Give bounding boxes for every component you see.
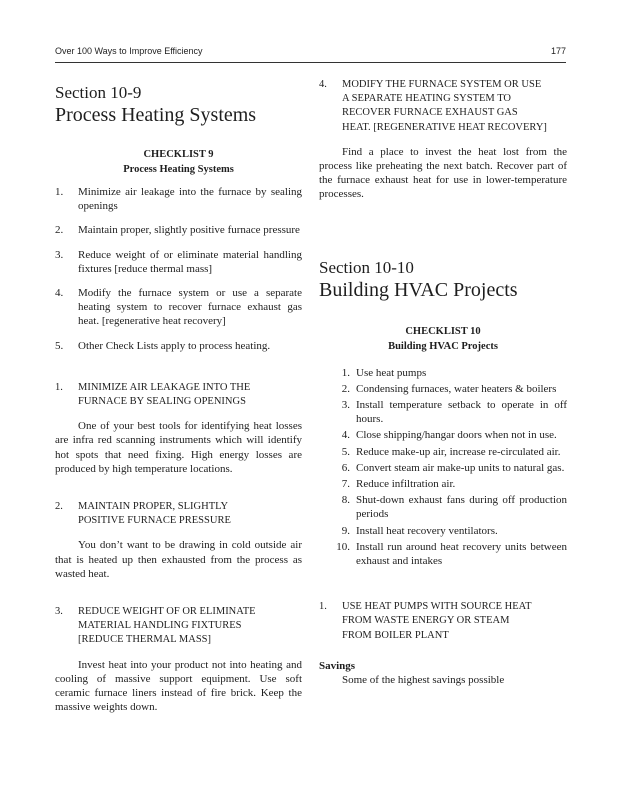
heading-line: A SEPARATE HEATING SYSTEM TO — [342, 93, 511, 105]
item-text: Install run around heat recovery units between exhaust and intakes — [356, 540, 567, 568]
item-number: 9. — [341, 524, 350, 537]
savings-text: Some of the highest savings possible — [342, 674, 505, 687]
item-number: 1. — [341, 366, 350, 379]
list-item — [319, 428, 567, 442]
heading-line: HEAT. [REGENERATIVE HEAT RECOVERY] — [342, 121, 547, 133]
subsection-heading — [319, 600, 567, 643]
list-item — [319, 398, 567, 426]
subsection-heading — [55, 605, 302, 648]
body-paragraph: Find a place to invest the heat lost from the process like preheating the next batch. Recover part of the furnace exhaust heat for use in lower-temperature processes. — [319, 145, 567, 201]
checklist — [319, 366, 567, 569]
item-number: 7. — [341, 478, 350, 491]
body-paragraph: One of your best tools for identifying heat losses are infra red scanning instruments which will identify hot spots that need fixing. High energy losses are produced by high temperature locations. — [55, 420, 302, 475]
section-number: Section 10-10 — [319, 257, 414, 277]
subsection-number: 1. — [319, 601, 327, 613]
item-text: Shut-down exhaust fans during off production periods — [356, 494, 567, 521]
item-text: Reduce make-up air, increase re-circulated air. — [356, 445, 561, 458]
subsection-heading — [55, 500, 302, 528]
item-number: 5. — [55, 339, 64, 352]
subsection-heading — [55, 381, 302, 409]
section-number: Section 10-9 — [55, 83, 142, 102]
item-number: 2. — [55, 224, 64, 237]
item-text: Minimize air leakage into the furnace by sealing openings — [78, 186, 302, 213]
heading-line: MAINTAIN PROPER, SLIGHTLY — [78, 501, 229, 513]
list-item — [55, 223, 302, 237]
subsection-number: 1. — [55, 381, 63, 393]
savings-label: Savings — [319, 659, 356, 672]
list-item — [319, 477, 567, 491]
item-text: Use heat pumps — [356, 366, 427, 379]
item-text: Condensing furnaces, water heaters & boilers — [356, 382, 557, 395]
list-item — [55, 339, 302, 353]
item-text: Convert steam air make-up units to natural gas. — [356, 461, 565, 474]
item-number: 5. — [341, 445, 350, 458]
heading-line: MATERIAL HANDLING FIXTURES — [78, 620, 242, 632]
list-item — [55, 286, 302, 329]
heading-line: REDUCE WEIGHT OF OR ELIMINATE — [78, 606, 256, 618]
list-item — [319, 493, 567, 521]
item-text: Reduce infiltration air. — [356, 478, 456, 491]
heading-line: MINIMIZE AIR LEAKAGE INTO THE — [78, 381, 251, 393]
list-item — [319, 366, 567, 380]
subsection-number: 3. — [55, 606, 63, 618]
section-title: Process Heating Systems — [55, 104, 257, 126]
item-text: Other Check Lists apply to process heating. — [78, 339, 271, 352]
item-number: 3. — [341, 399, 350, 412]
list-item — [55, 248, 302, 276]
item-text: Close shipping/hangar doors when not in use. — [356, 429, 557, 442]
list-item — [319, 382, 567, 396]
item-text: Install heat recovery ventilators. — [356, 524, 498, 537]
body-paragraph: Invest heat into your product not into heating and cooling of massive support equipment. Use soft ceramic furnace liners instead of fire brick. Keep the massive weights down. — [55, 658, 302, 714]
heading-line: FURNACE BY SEALING OPENINGS — [78, 396, 246, 408]
right-column — [319, 78, 567, 687]
heading-line: [REDUCE THERMAL MASS] — [78, 634, 212, 646]
item-text: Install temperature setback to operate in off hours. — [356, 399, 567, 426]
body-paragraph: You don’t want to be drawing in cold outside air that is heated up then exhausted from the process as wasted heat. — [55, 539, 302, 580]
item-number: 4. — [341, 429, 350, 442]
subsection-number: 2. — [55, 501, 63, 513]
subsection-heading — [319, 78, 567, 135]
list-item — [319, 540, 567, 568]
list-item — [319, 461, 567, 475]
checklist-label: CHECKLIST 10 — [405, 325, 481, 337]
item-number: 10. — [336, 540, 350, 553]
heading-line: FROM WASTE ENERGY OR STEAM — [342, 615, 510, 627]
item-number: 2. — [341, 382, 350, 395]
heading-line: POSITIVE FURNACE PRESSURE — [78, 515, 231, 527]
checklist — [55, 185, 302, 353]
item-number: 4. — [55, 287, 64, 300]
checklist-title: Process Heating Systems — [123, 164, 234, 175]
item-text: Reduce weight of or eliminate material handling fixtures [reduce thermal mass] — [78, 248, 302, 275]
checklist-label: CHECKLIST 9 — [143, 149, 214, 160]
heading-line: FROM BOILER PLANT — [342, 629, 449, 641]
heading-line: MODIFY THE FURNACE SYSTEM OR USE — [342, 79, 542, 90]
item-number: 3. — [55, 248, 64, 261]
subsection-number: 4. — [319, 79, 327, 90]
running-title: Over 100 Ways to Improve Efficiency — [55, 46, 203, 56]
header-rule — [55, 62, 566, 63]
heading-line: RECOVER FURNACE EXHAUST GAS — [342, 107, 518, 119]
running-header — [55, 46, 566, 60]
item-number: 1. — [55, 186, 64, 198]
page-number: 177 — [550, 46, 566, 56]
list-item — [319, 524, 567, 538]
checklist-title: Building HVAC Projects — [388, 340, 498, 352]
item-text: Modify the furnace system or use a separate heating system to recover furnace exhaust gas heat. [regenerative heat recovery] — [78, 287, 302, 328]
heading-line: USE HEAT PUMPS WITH SOURCE HEAT — [342, 601, 532, 613]
item-number: 6. — [341, 461, 350, 474]
list-item — [55, 185, 302, 213]
left-column — [55, 78, 302, 714]
section-title: Building HVAC Projects — [319, 278, 518, 301]
item-text: Maintain proper, slightly positive furnace pressure — [78, 224, 300, 237]
list-item — [319, 445, 567, 459]
item-number: 8. — [341, 494, 350, 507]
